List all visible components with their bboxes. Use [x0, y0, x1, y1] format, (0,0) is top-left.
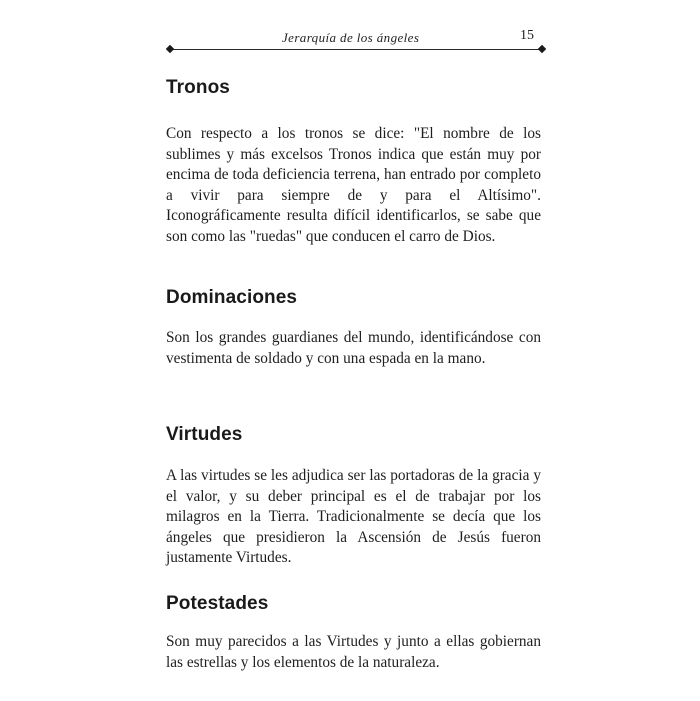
- section-tronos: [166, 77, 541, 247]
- section-heading: Dominaciones: [166, 287, 298, 308]
- page-number: 15: [520, 28, 534, 43]
- running-head: [170, 28, 542, 60]
- section-dominaciones: [166, 287, 541, 369]
- section-body: Son los grandes guardianes del mundo, identificándose con vestimenta de soldado y con una espada en la mano.: [166, 329, 541, 367]
- rule-ornament-right: [538, 45, 546, 53]
- section-virtudes: [166, 424, 541, 569]
- section-potestades: [166, 593, 541, 673]
- section-heading: Tronos: [166, 77, 230, 98]
- section-body: A las virtudes se les adjudica ser las portadoras de la gracia y el valor, y su deber principal es el de trabajar por los milagros en la Tierra. Tradicionalmente se decía que los ángeles que presidieron la Ascensión de Jesús fueron justamente Virtudes.: [166, 467, 541, 566]
- running-title: Jerarquía de los ángeles: [282, 30, 420, 45]
- section-heading: Virtudes: [166, 424, 243, 445]
- section-heading: Potestades: [166, 593, 269, 614]
- rule-ornament-left: [166, 45, 174, 53]
- header-rule: [170, 49, 542, 50]
- section-body: Son muy parecidos a las Virtudes y junto a ellas gobiernan las estrellas y los elementos de la naturaleza.: [166, 633, 541, 671]
- section-body: Con respecto a los tronos se dice: "El nombre de los sublimes y más excelsos Tronos indica que están muy por encima de toda deficiencia terrena, han entrado por completo a vivir para siempre de y para el Altísimo". Iconográficamente resulta difícil identificarlos, se sabe que son como las "ruedas" que conducen el carro de Dios.: [166, 125, 541, 245]
